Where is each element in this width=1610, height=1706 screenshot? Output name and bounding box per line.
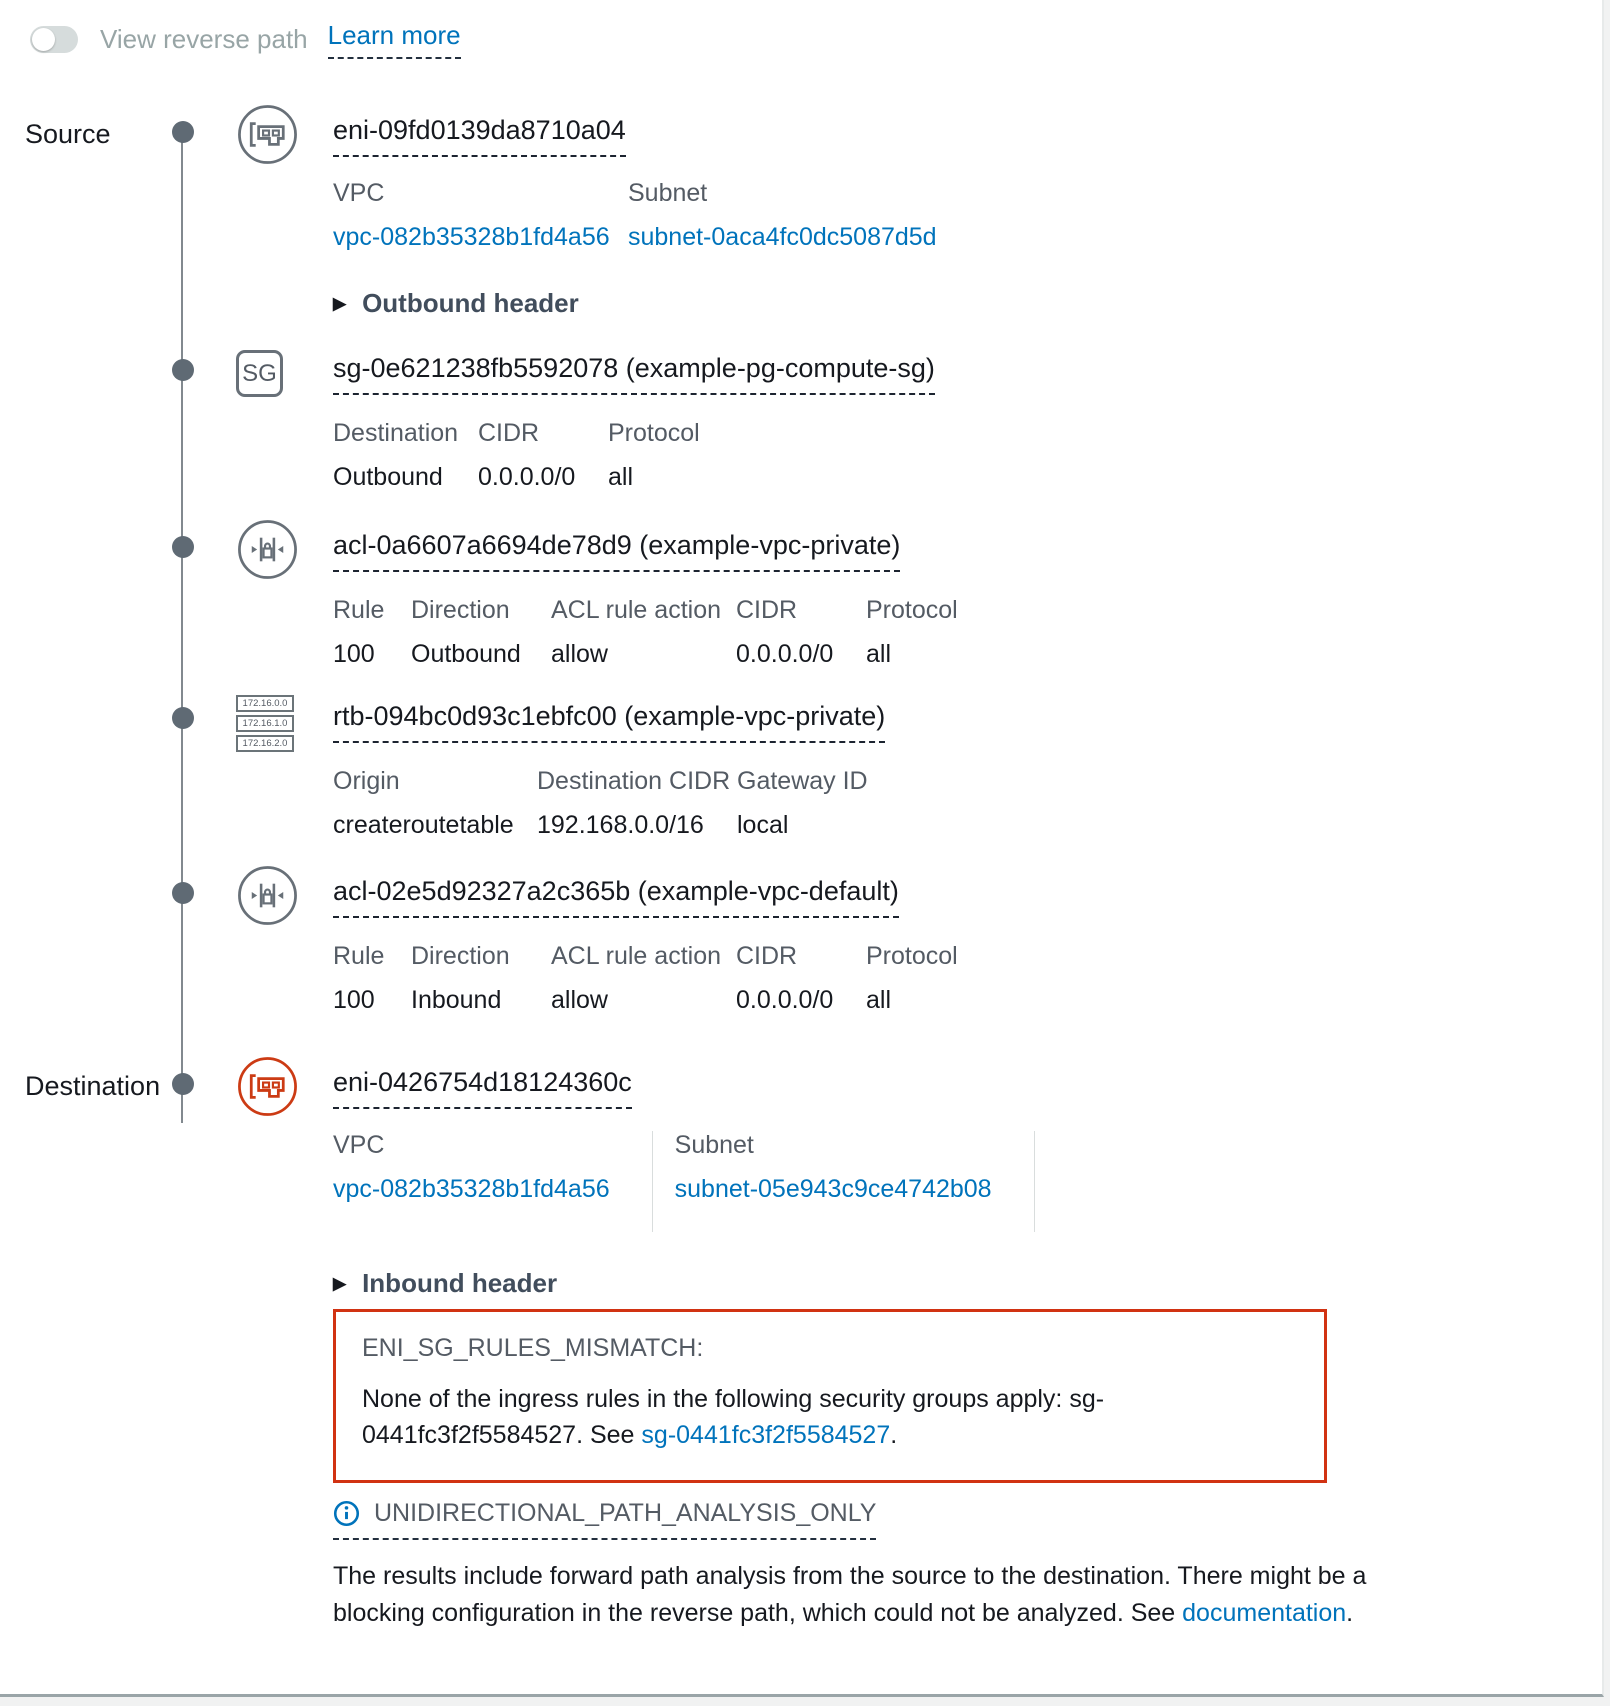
column-header: Rule [333,596,385,624]
destination-eni-details [333,1131,1602,1232]
table-cell: local [737,811,789,839]
column-header: Direction [411,942,510,970]
outbound-header-expander[interactable] [333,288,1602,319]
timeline-dot [172,536,194,558]
toggle-knob [32,28,55,51]
source-label: Source [25,119,111,149]
expander-label: Inbound header [362,1268,558,1298]
table-cell: allow [551,986,608,1014]
error-code: ENI_SG_RULES_MISMATCH: [362,1334,704,1362]
column-header: Origin [333,767,400,795]
eni-sg-rules-mismatch-error-box [333,1309,1327,1483]
column-header: Destination [333,419,459,447]
acl-rule-table [333,942,1602,1015]
table-cell: createroutetable [333,811,514,839]
column-header: CIDR [736,596,798,624]
network-interface-icon-destination [236,1055,299,1118]
security-group-icon: SG [236,350,283,397]
path-node-source-eni [0,115,1602,319]
timeline-dot [172,359,194,381]
table-cell: Outbound [333,463,443,491]
table-cell: 100 [333,986,375,1014]
table-cell: 100 [333,640,375,668]
path-node-network-acl-inbound [0,876,1602,1015]
path-node-network-acl-outbound [0,530,1602,669]
security-group-rule-table [333,419,1602,492]
network-acl-icon [236,518,299,581]
path-node-route-table [0,698,1602,840]
view-reverse-path-toggle[interactable] [30,26,78,53]
column-header: ACL rule action [551,942,721,970]
info-message-text: The results include forward path analysis from the source to the destination. There might be a blocking configuration in the reverse path, which could not be analyzed. See [333,1561,1367,1627]
column-header: Protocol [608,419,700,447]
vpc-label: VPC [333,179,385,207]
expand-triangle-icon: ▶ [333,1273,347,1293]
subnet-link[interactable]: subnet-0aca4fc0dc5087d5d [628,223,937,251]
table-cell: all [866,986,892,1014]
documentation-link[interactable]: documentation [1182,1599,1347,1627]
timeline-dot [172,1073,194,1095]
info-code: UNIDIRECTIONAL_PATH_ANALYSIS_ONLY [374,1498,877,1527]
path-timeline [0,115,1602,1633]
info-message [333,1558,1423,1633]
route-table-icon-row: 172.16.2.0 [236,735,294,752]
error-message [362,1381,1298,1454]
column-header: ACL rule action [551,596,721,624]
column-header: CIDR [478,419,540,447]
network-acl-id-link[interactable]: acl-0a6607a6694de78d9 (example-vpc-private) [333,530,900,572]
route-table-id-link[interactable]: rtb-094bc0d93c1ebfc00 (example-vpc-private) [333,701,885,743]
timeline-dot [172,707,194,729]
destination-label: Destination [25,1071,161,1101]
table-cell: 0.0.0.0/0 [736,640,834,668]
expander-label: Outbound header [362,288,579,318]
vpc-link[interactable]: vpc-082b35328b1fd4a56 [333,1175,610,1203]
info-message-period: . [1346,1599,1354,1627]
subnet-link[interactable]: subnet-05e943c9ce4742b08 [674,1175,992,1203]
route-table-icon-row: 172.16.0.0 [236,695,294,712]
source-eni-id-link[interactable]: eni-09fd0139da8710a04 [333,115,626,157]
table-cell: 0.0.0.0/0 [478,463,576,491]
column-header: Destination CIDR [537,767,731,795]
acl-rule-table [333,596,1602,669]
inbound-header-expander[interactable] [333,1268,1602,1299]
path-node-security-group [0,353,1602,492]
table-cell: allow [551,640,608,668]
network-interface-icon [236,103,299,166]
timeline-dot [172,882,194,904]
destination-eni-id-link[interactable]: eni-0426754d18124360c [333,1067,632,1109]
route-table-route-table [333,767,1602,840]
table-cell: 0.0.0.0/0 [736,986,834,1014]
table-cell: Outbound [411,640,521,668]
source-eni-details [333,179,1602,252]
table-cell: Inbound [411,986,502,1014]
vpc-link[interactable]: vpc-082b35328b1fd4a56 [333,223,610,251]
reverse-path-toggle-row [0,0,1602,59]
column-header: CIDR [736,942,798,970]
vpc-label: VPC [333,1131,385,1159]
timeline-rail [181,133,183,1123]
table-cell: all [866,640,892,668]
network-acl-icon [236,864,299,927]
column-header: Gateway ID [737,767,868,795]
route-table-icon-row: 172.16.1.0 [236,715,294,732]
column-header: Protocol [866,596,958,624]
path-node-destination-eni [0,1067,1602,1633]
subnet-label: Subnet [674,1131,754,1159]
error-message-text: None of the ingress rules in the following security groups apply: sg-0441fc3f2f5584527. See [362,1385,1105,1450]
unidirectional-analysis-note [333,1499,876,1540]
security-group-link[interactable]: sg-0441fc3f2f5584527 [641,1421,891,1450]
view-reverse-path-label: View reverse path [100,24,308,54]
table-cell: 192.168.0.0/16 [537,811,704,839]
timeline-dot [172,121,194,143]
expand-triangle-icon: ▶ [333,293,347,313]
route-table-icon [236,695,294,752]
network-acl-id-link[interactable]: acl-02e5d92327a2c365b (example-vpc-default) [333,876,899,918]
subnet-label: Subnet [628,179,708,207]
table-cell: all [608,463,634,491]
column-header: Direction [411,596,510,624]
learn-more-link[interactable]: Learn more [328,20,461,59]
column-header: Rule [333,942,385,970]
info-icon [333,1500,360,1527]
column-header: Protocol [866,942,958,970]
security-group-id-link[interactable]: sg-0e621238fb5592078 (example-pg-compute-sg) [333,353,935,395]
error-message-period: . [890,1421,898,1450]
